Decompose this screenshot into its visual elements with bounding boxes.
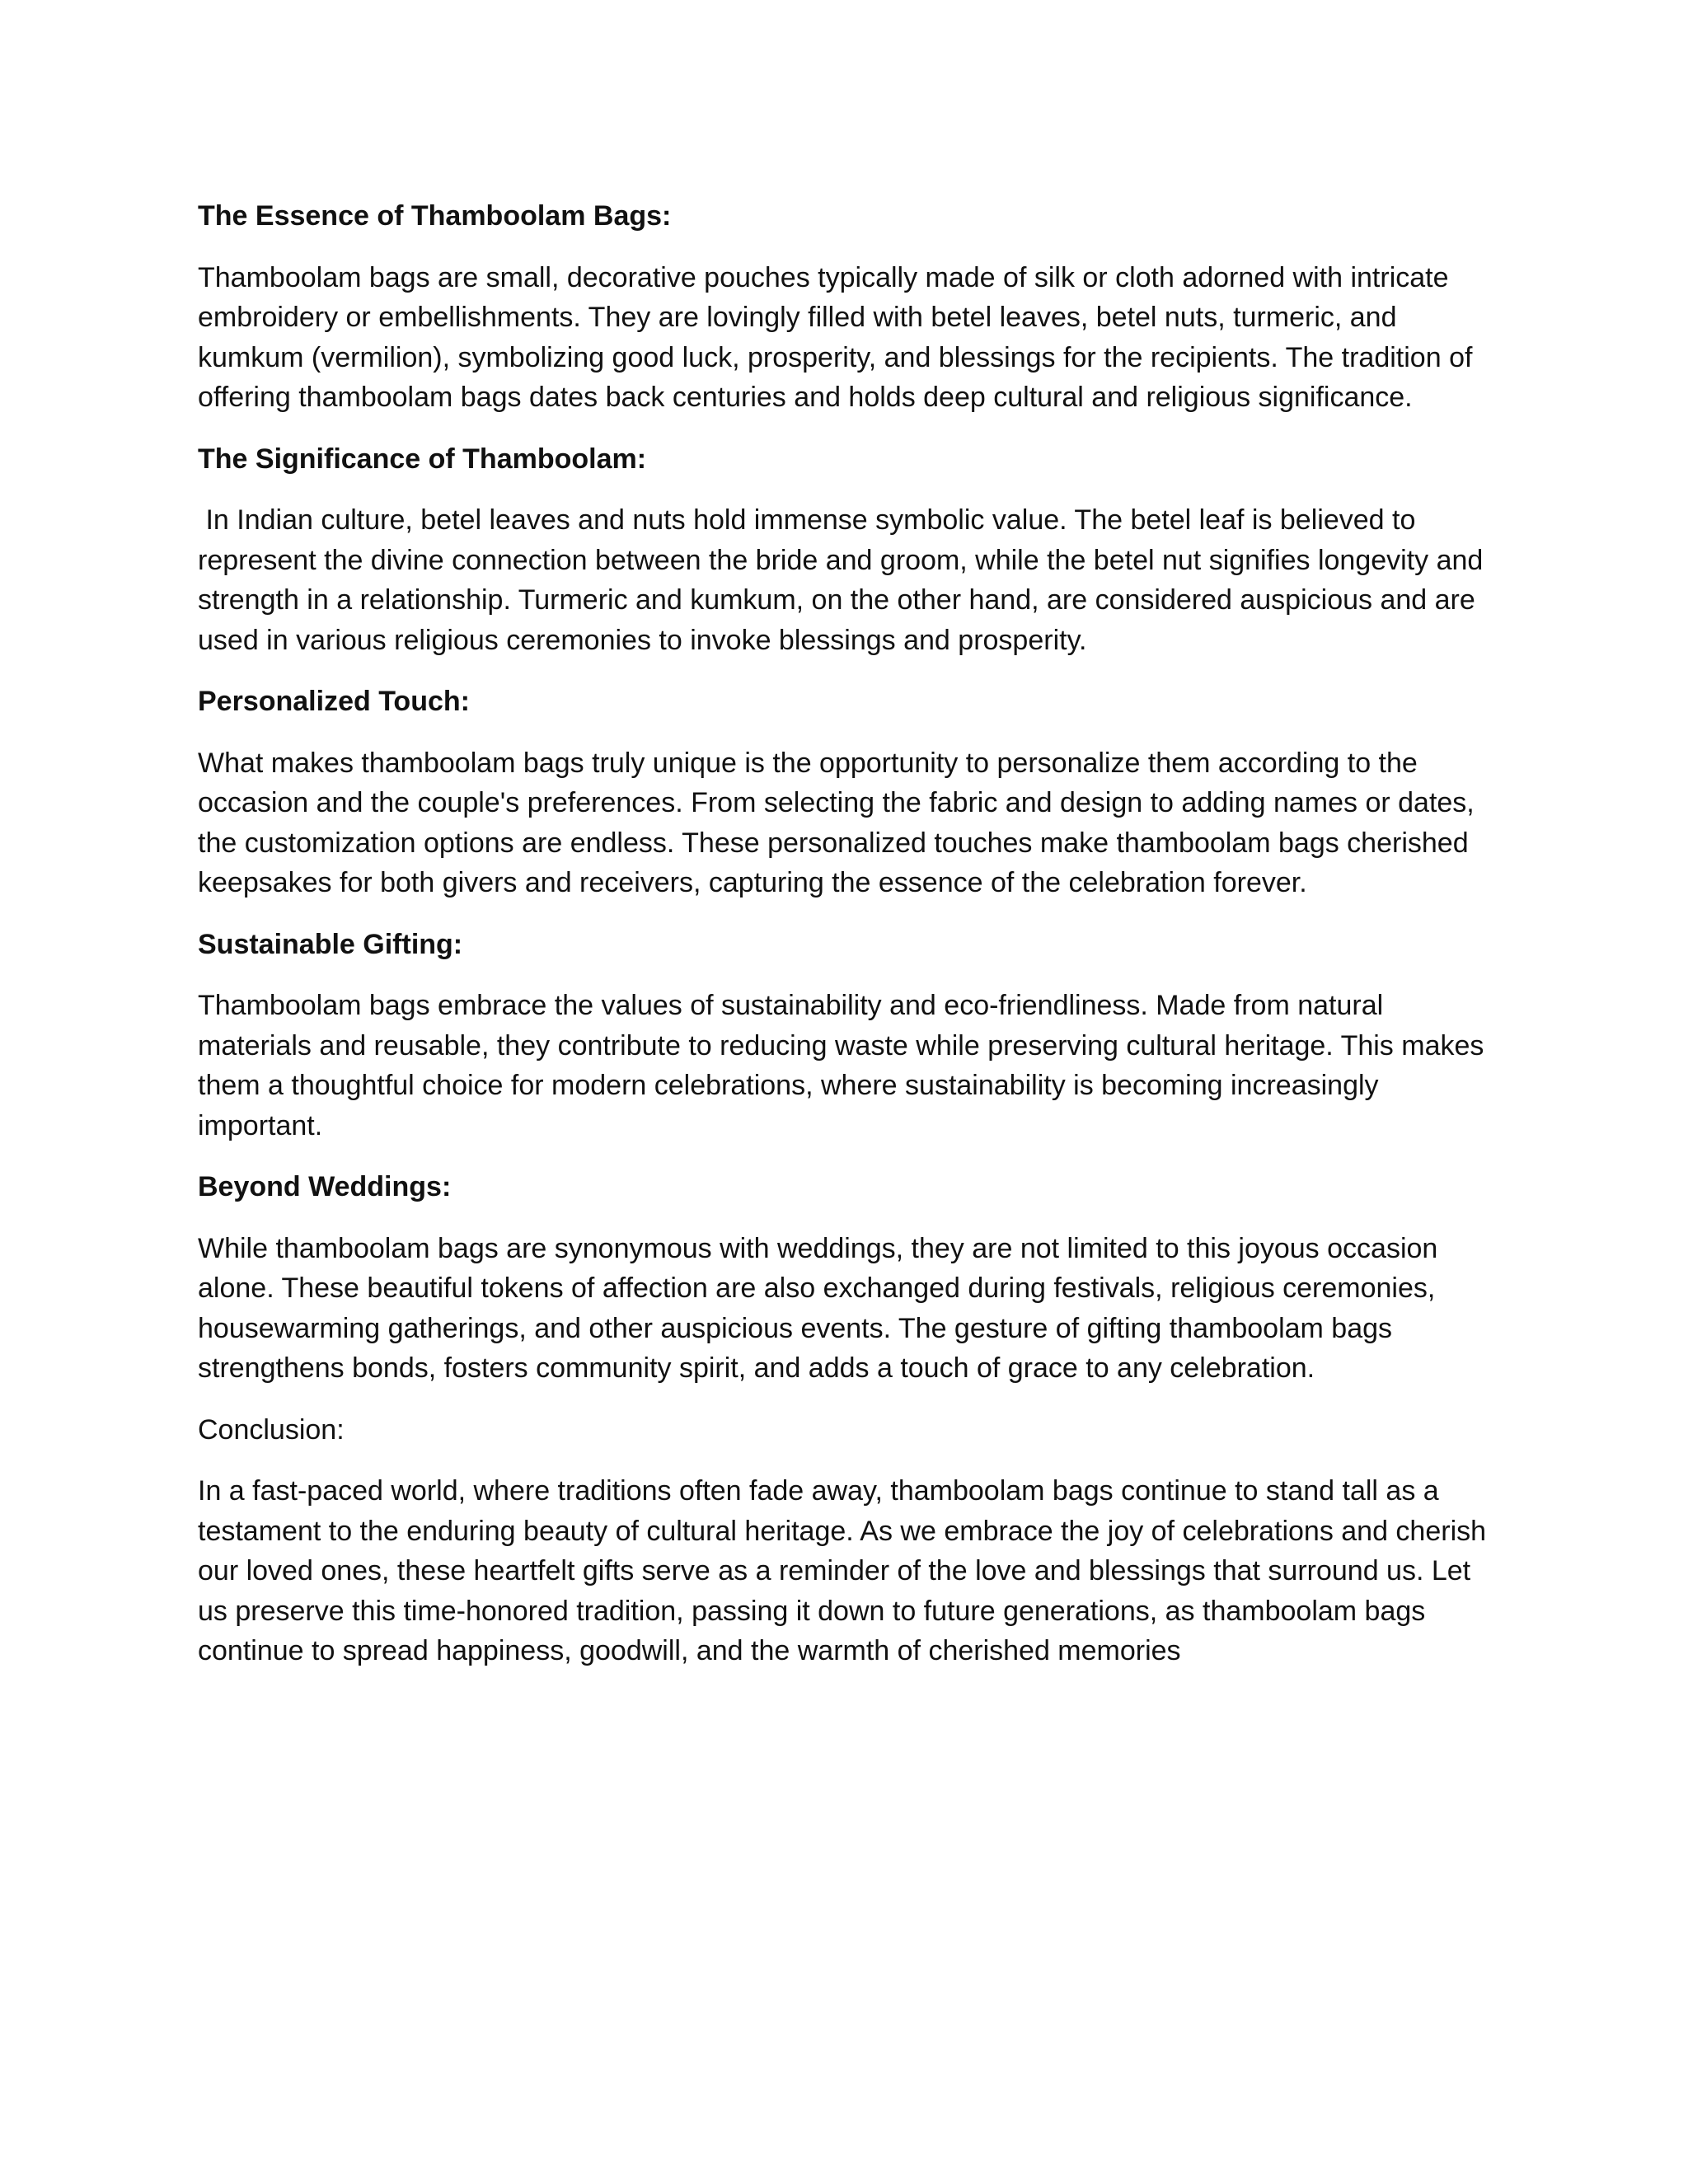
section-paragraph-conclusion: In a fast-paced world, where traditions often fade away, thamboolam bags continue to stand tall as a testament to the enduring beauty of cultural heritage. As we embrace the joy of celebrations and cherish our loved ones, these heartfelt gifts serve as a reminder of the love and blessings that surround us. Let us preserve this time-honored tradition, passing it down to future generations, as thamboolam bags continue to spread happiness, goodwill, and the warmth of cherished memories (198, 1475, 1487, 1666)
section-paragraph-sustainable: Thamboolam bags embrace the values of sustainability and eco-friendliness. Made from natural materials and reusable, they contribute to reducing waste while preserving cultural heritage. This makes them a thoughtful choice for modern celebrations, where sustainability is becoming increasingly important. (198, 990, 1484, 1141)
section-heading-sustainable: Sustainable Gifting: (198, 928, 463, 960)
section-heading-essence: The Essence of Thamboolam Bags: (198, 200, 672, 232)
section-heading-conclusion: Conclusion: (198, 1413, 345, 1446)
section-heading-beyond-weddings: Beyond Weddings: (198, 1171, 452, 1202)
document-body (198, 196, 1500, 1693)
section-paragraph-essence: Thamboolam bags are small, decorative pouches typically made of silk or cloth adorned with intricate embroidery or embellishments. They are lovingly filled with betel leaves, betel nuts, turmeric, and kumkum (vermilion), symbolizing good luck, prosperity, and blessings for the recipients. The tradition of offering thamboolam bags dates back centuries and holds deep cultural and religious significance. (198, 261, 1473, 413)
section-paragraph-personalized: What makes thamboolam bags truly unique is the opportunity to personalize them according to the occasion and the couple's preferences. From selecting the fabric and design to adding names or dates, the customization options are endless. These personalized touches make thamboolam bags cherished keepsakes for both givers and receivers, capturing the essence of the celebration forever. (198, 747, 1475, 898)
section-heading-personalized: Personalized Touch: (198, 686, 470, 717)
section-paragraph-significance: In Indian culture, betel leaves and nuts hold immense symbolic value. The betel leaf is believed to represent the divine connection between the bride and groom, while the betel nut signifies longevity and strength in a relationship. Turmeric and kumkum, on the other hand, are considered auspicious and are used in various religious ceremonies to invoke blessings and prosperity. (198, 504, 1491, 656)
section-paragraph-beyond-weddings: While thamboolam bags are synonymous with weddings, they are not limited to this joyous occasion alone. These beautiful tokens of affection are also exchanged during festivals, religious ceremonies, housewarming gatherings, and other auspicious events. The gesture of gifting thamboolam bags strengthens bonds, fosters community spirit, and adds a touch of grace to any celebration. (198, 1232, 1438, 1384)
section-heading-significance: The Significance of Thamboolam: (198, 443, 647, 475)
